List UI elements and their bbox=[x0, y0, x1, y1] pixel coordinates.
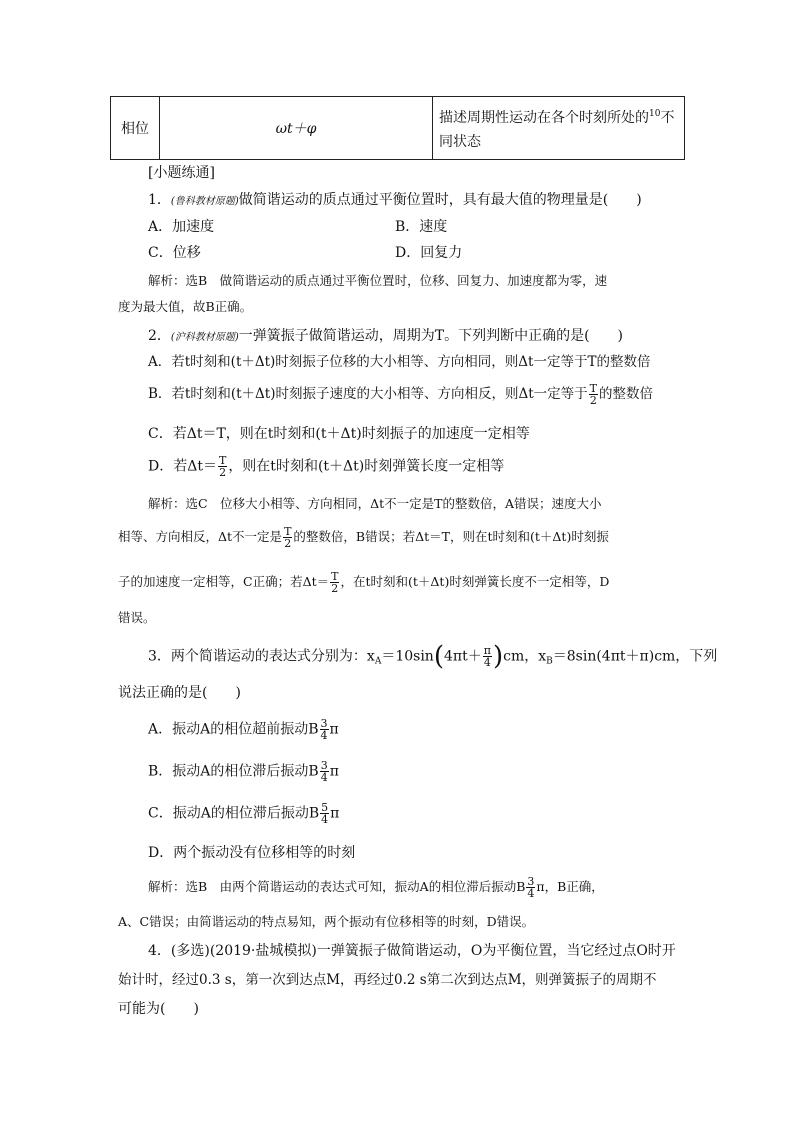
table-desc-line2: 同状态 bbox=[439, 134, 481, 150]
table-formula: ωt＋φ bbox=[275, 121, 317, 137]
question-4-stem-line2: 始计时，经过0.3 s，第一次到达点M，再经过0.2 s第二次到达点M，则弹簧振子的周期不 bbox=[118, 972, 657, 988]
q1-option-c: C．位移 bbox=[148, 245, 201, 261]
fraction-t-over-2: $\frac{T}{2}$ bbox=[331, 570, 339, 595]
question-2-stem: 2．(沪科教材原题)一弹簧振子做简谐运动，周期为T。下列判断中正确的是( ) bbox=[148, 328, 623, 344]
q2-option-b: B．若t时刻和(t＋Δt)时刻振子速度的大小相等、方向相反，则Δt一定等于 $\frac{T}{2}$ 的整数倍 bbox=[148, 382, 653, 407]
table-desc-line1: 描述周期性运动在各个时刻所处的$^{10}$不 bbox=[439, 109, 675, 126]
q2-analysis-line1: 解析：选C 位移大小相等、方向相同，Δt不一定是T的整数倍，A错误；速度大小 bbox=[148, 496, 602, 511]
fraction-pi-over-4: $\frac{\pi}{4}$ bbox=[483, 644, 491, 669]
q1-analysis-line1: 解析：选B 做简谐运动的质点通过平衡位置时，位移、回复力、加速度都为零，速 bbox=[148, 273, 608, 288]
q2-option-a: A．若t时刻和(t＋Δt)时刻振子位移的大小相等、方向相同，则Δt一定等于T的整数倍 bbox=[148, 354, 651, 370]
table-desc-cell bbox=[433, 97, 685, 160]
question-3-stem: 3．两个简谐运动的表达式分别为：$x_A=10\sin(4\pi t+$ $\frac{\pi}{4}$ )cm，$x_B=8\sin(4\pi t+\pi)cm$，下列 bbox=[148, 641, 718, 672]
q2-option-d: D．若Δt＝ $\frac{T}{2}$ ，则在t时刻和(t＋Δt)时刻弹簧长度一定相等 bbox=[148, 454, 505, 479]
fraction-t-over-2: $\frac{T}{2}$ bbox=[589, 382, 597, 407]
q1-option-b: B．速度 bbox=[395, 219, 448, 235]
q1-analysis-line2: 度为最大值，故B正确。 bbox=[118, 299, 253, 314]
footnote-number: 10 bbox=[649, 109, 661, 119]
table-formula-cell bbox=[160, 97, 433, 160]
q1-source: (鲁科教材原题) bbox=[170, 196, 239, 207]
q2-analysis-line3: 子的加速度一定相等，C正确；若Δt＝ $\frac{T}{2}$ ，在t时刻和(t＋Δt)时刻弹簧长度不一定相等，D bbox=[118, 570, 610, 595]
q1-option-a: A．加速度 bbox=[148, 219, 215, 235]
q1-option-d: D．回复力 bbox=[395, 245, 463, 261]
table-label-cell bbox=[111, 97, 160, 160]
q3-option-a: A．振动A的相位超前振动B $\frac{3}{4}$ π bbox=[148, 717, 339, 742]
fraction-t-over-2: $\frac{T}{2}$ bbox=[218, 454, 227, 479]
question-1-stem: 1．(鲁科教材原题)做简谐运动的质点通过平衡位置时，具有最大值的物理量是( ) bbox=[148, 192, 642, 208]
section-title: [小题练通] bbox=[148, 165, 215, 181]
q2-option-c: C．若Δt＝T，则在t时刻和(t＋Δt)时刻振子的加速度一定相等 bbox=[148, 426, 530, 442]
q3-option-d: D．两个振动没有位移相等的时刻 bbox=[148, 845, 356, 861]
question-3-stem-line2: 说法正确的是( ) bbox=[118, 685, 241, 701]
table-label: 相位 bbox=[121, 121, 149, 137]
question-4-stem-line3: 可能为( ) bbox=[118, 1001, 199, 1017]
q3-option-c: C．振动A的相位滞后振动B $\frac{5}{4}$ π bbox=[148, 801, 340, 826]
q3-analysis-line1: 解析：选B 由两个简谐运动的表达式可知，振动A的相位滞后振动B $\frac{3}{4}$ π，B正确， bbox=[148, 875, 604, 900]
definition-table bbox=[110, 96, 685, 160]
question-4-stem-line1: 4．(多选)(2019·盐城模拟)一弹簧振子做简谐运动，O为平衡位置，当它经过点O时开 bbox=[148, 943, 676, 959]
q2-analysis-line2: 相等、方向相反，Δt不一定是 $\frac{T}{2}$ 的整数倍，B错误；若Δt＝T，则在t时刻和(t＋Δt)时刻振 bbox=[118, 525, 609, 550]
q2-source: (沪科教材原题) bbox=[170, 332, 239, 343]
q2-analysis-line4: 错误。 bbox=[118, 610, 156, 625]
q3-analysis-line2: A、C错误；由简谐运动的特点易知，两个振动有位移相等的时刻，D错误。 bbox=[118, 914, 535, 929]
fraction-t-over-2: $\frac{T}{2}$ bbox=[284, 525, 292, 550]
q3-option-b: B．振动A的相位滞后振动B $\frac{3}{4}$ π bbox=[148, 759, 339, 784]
